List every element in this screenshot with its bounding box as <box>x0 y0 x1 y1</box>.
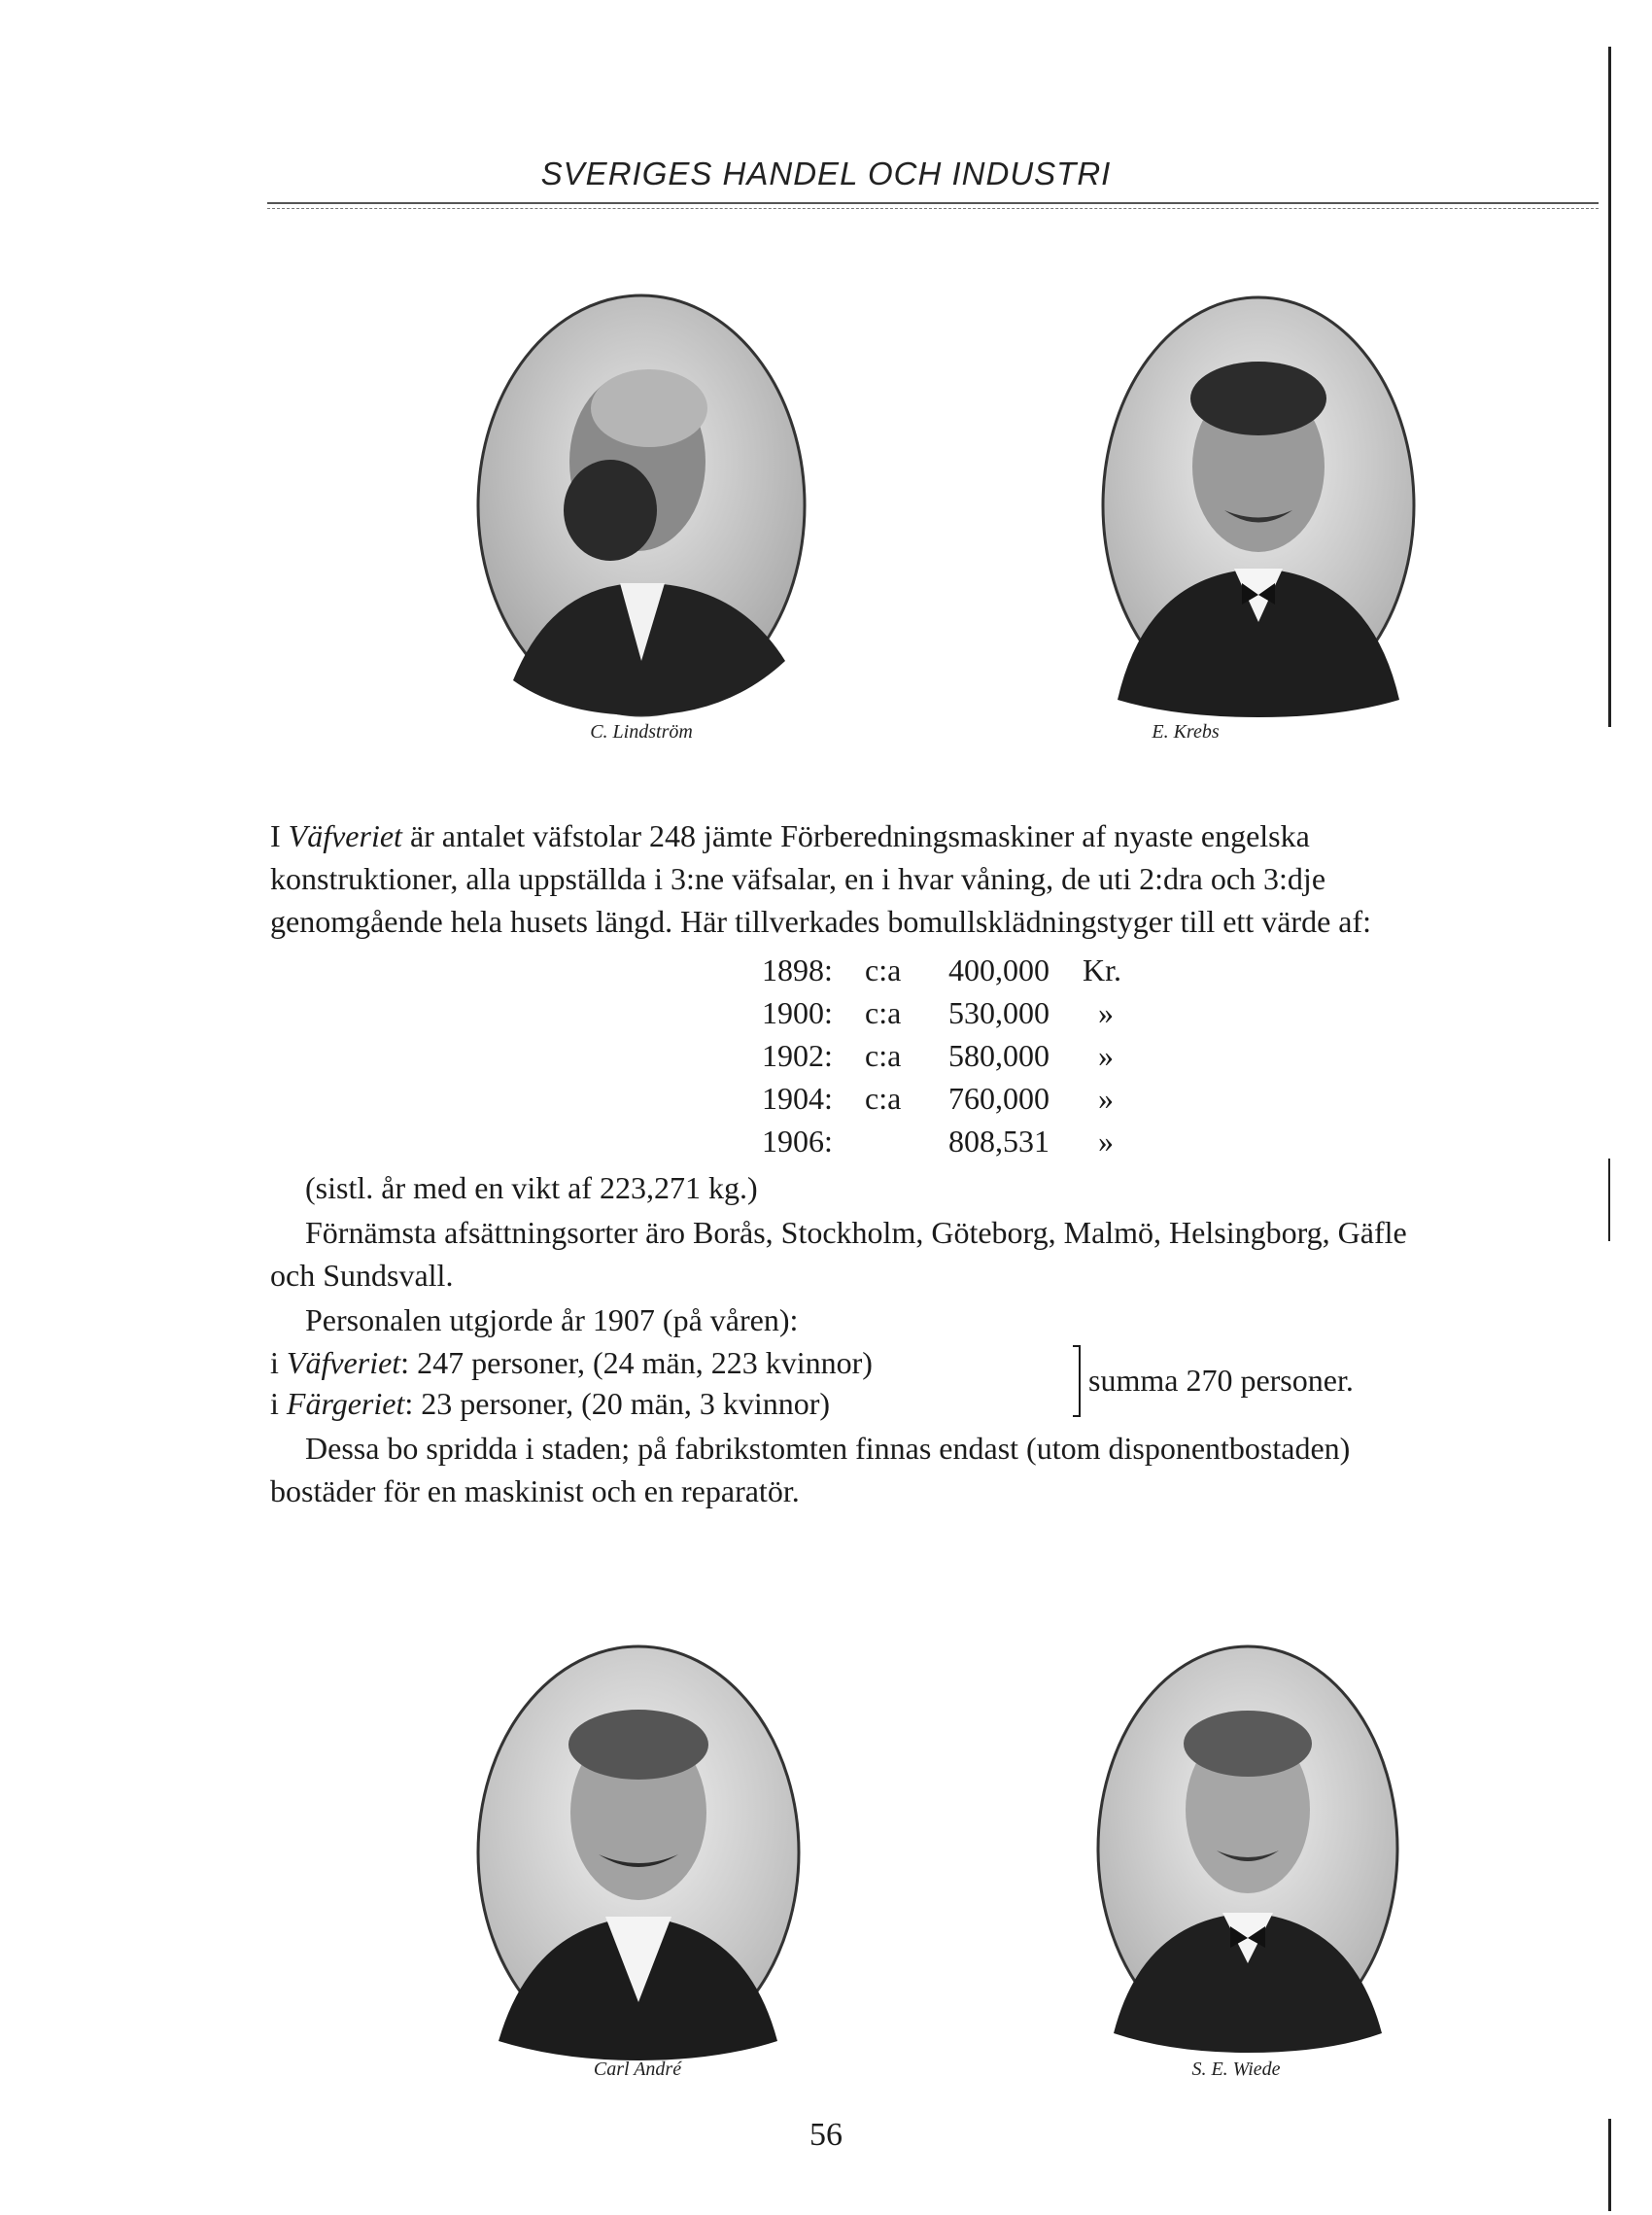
table-cell-year: 1900: <box>762 995 833 1030</box>
portrait-caption: Carl André <box>593 2059 682 2080</box>
table-cell-unit: » <box>1098 1081 1114 1116</box>
table-cell-value: 580,000 <box>948 1038 1050 1073</box>
personnel-summary: summa 270 personer. <box>1088 1363 1354 1398</box>
scan-edge-mark <box>1608 47 1611 727</box>
text-fragment: I <box>270 818 289 853</box>
text-fragment: : 247 personer, (24 män, 223 kvinnor) <box>400 1345 873 1380</box>
header-rule-secondary <box>267 208 1599 209</box>
text-fragment: : 23 personer, (20 män, 3 kvinnor) <box>404 1386 831 1421</box>
emphasis-fragment: Väfveriet <box>288 818 402 853</box>
housing-line: bostäder för en maskinist och en reparatör. <box>270 1473 800 1508</box>
table-cell-year: 1906: <box>762 1124 833 1159</box>
portrait-photo <box>1098 292 1419 719</box>
table-cell-unit: » <box>1098 1124 1114 1159</box>
personnel-heading: Personalen utgjorde år 1907 (på våren): <box>305 1302 799 1337</box>
portrait-photo <box>1094 1643 1401 2055</box>
portrait-caption: E. Krebs <box>1152 721 1220 743</box>
table-cell-year: 1902: <box>762 1038 833 1073</box>
table-cell-approx: c:a <box>865 1038 902 1073</box>
markets-line: Förnämsta afsättningsorter äro Borås, Stockholm, Göteborg, Malmö, Helsingborg, Gäfle <box>305 1215 1407 1250</box>
header-rule <box>267 202 1599 204</box>
table-cell-unit: Kr. <box>1083 952 1121 987</box>
text-fragment: är antalet väfstolar 248 jämte Förberedningsmaskiner af nyaste engelska <box>401 818 1310 853</box>
personnel-row <box>270 1382 830 1425</box>
weight-note: (sistl. år med en vikt af 223,271 kg.) <box>305 1170 758 1205</box>
table-cell-value: 400,000 <box>948 952 1050 987</box>
housing-line: Dessa bo spridda i staden; på fabrikstomten finnas endast (utom disponentbostaden) <box>305 1431 1351 1466</box>
table-cell-value: 530,000 <box>948 995 1050 1030</box>
grouping-brace <box>1073 1345 1081 1417</box>
scan-edge-mark <box>1608 1159 1610 1241</box>
intro-line: konstruktioner, alla uppställda i 3:ne väfsalar, en i hvar våning, de uti 2:dra och 3:dje <box>270 861 1326 896</box>
emphasis-fragment: Färgeriet <box>286 1386 405 1421</box>
portrait-caption: C. Lindström <box>590 721 693 743</box>
markets-line: och Sundsvall. <box>270 1258 454 1293</box>
table-cell-approx: c:a <box>865 952 902 987</box>
table-cell-value: 760,000 <box>948 1081 1050 1116</box>
table-cell-approx: c:a <box>865 995 902 1030</box>
intro-line: genomgående hela husets längd. Här tillverkades bomullsklädningstyger till ett värde af: <box>270 904 1372 939</box>
emphasis-fragment: Väfveriet <box>286 1345 401 1380</box>
page-number: 56 <box>809 2117 843 2153</box>
table-cell-year: 1904: <box>762 1081 833 1116</box>
table-cell-unit: » <box>1098 1038 1114 1073</box>
intro-line <box>270 814 1310 857</box>
table-cell-year: 1898: <box>762 952 833 987</box>
text-fragment: i <box>270 1386 287 1421</box>
table-cell-value: 808,531 <box>948 1124 1050 1159</box>
running-header: SVERIGES HANDEL OCH INDUSTRI <box>540 156 1112 191</box>
table-cell-approx: c:a <box>865 1081 902 1116</box>
personnel-row <box>270 1341 873 1384</box>
portrait-caption: S. E. Wiede <box>1191 2059 1281 2080</box>
portrait-photo <box>474 292 809 719</box>
portrait-photo <box>474 1643 803 2062</box>
table-cell-unit: » <box>1098 995 1114 1030</box>
text-fragment: i <box>270 1345 287 1380</box>
